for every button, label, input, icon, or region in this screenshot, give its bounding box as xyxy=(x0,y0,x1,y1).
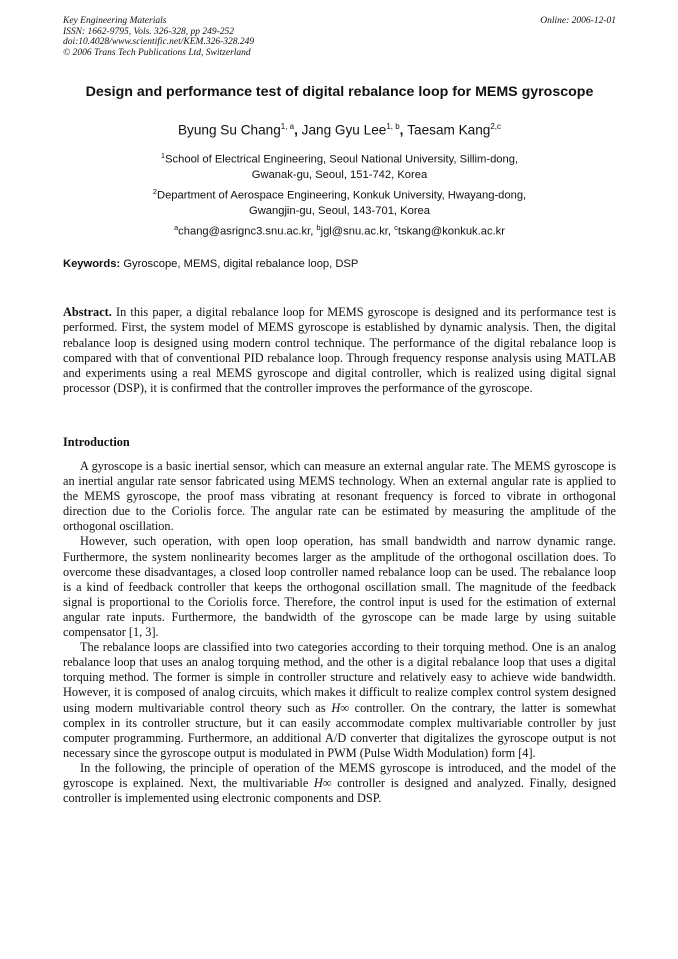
author-name: Taesam Kang xyxy=(407,122,491,138)
journal-name: Key Engineering Materials xyxy=(63,16,167,26)
affiliation-line: Department of Aerospace Engineering, Konkuk University, Hwayang-dong, xyxy=(156,189,527,202)
doi-line: doi:10.4028/www.scientific.net/KEM.326-328.249 xyxy=(63,37,255,48)
introduction-body xyxy=(63,459,616,806)
email-link[interactable]: jgl@snu.ac.kr xyxy=(320,225,388,238)
intro-text: controller. On the contrary, the latter is somewhat complex in its controller structure, but it can easily accommodate complex multivariable controller by just computer programming. Furthermore, an additional A/D converter that digitalizes the gyroscope output is not necessary since the gyroscope output is modulated in PWM (Pulse Width Modulation) form [4]. xyxy=(63,700,616,760)
email-link[interactable]: chang@asrignc3.snu.ac.kr xyxy=(178,225,311,238)
affiliation-line: School of Electrical Engineering, Seoul National University, Sillim-dong, xyxy=(165,153,519,166)
author-sup: 2,c xyxy=(490,122,502,131)
keywords-text: Gyroscope, MEMS, digital rebalance loop, DSP xyxy=(123,258,359,270)
email-sup: c xyxy=(394,223,398,232)
author-list: Byung Su Chang$^{1, a}$, Jang Gyu Lee$^{1, b}$, Taesam Kang$^{2,c}$ xyxy=(177,122,502,138)
affiliation-1 xyxy=(63,148,616,184)
affiliation-2 xyxy=(63,184,616,220)
journal-header xyxy=(63,16,616,58)
abstract xyxy=(63,305,616,397)
intro-text: The rebalance loops are classified into two categories according to their torquing method. One is an analog rebalance loop that uses an analog torquing method, and the other is a digital rebalance loop that uses a digital torquing method. The former is simple in controller structure and relatively easy to achieve wide bandwidth. However, it is composed of analog circuits, which makes it difficult to realize complex control system designed using modern multivariable control theory such as xyxy=(63,640,616,715)
intro-paragraph-2: However, such operation, with open loop operation, has small bandwidth and narrow dynamic range. Furthermore, the system nonlinearity becomes larger as the amplitude of the orthogonal oscillation does. To overcome these disadvantages, a closed loop controller named rebalance loop can be used. The rebalance loop is a kind of feedback controller that keeps the orthogonal oscillation small. The magnitude of the feedback signal is proportional to the Coriolis force. Therefore, the control input is used for the estimation of external angular rate inputs. Furthermore, the bandwidth of the gyroscope can be made large by using suitable compensator [1, 3]. xyxy=(63,534,616,640)
online-date: Online: 2006-12-01 xyxy=(540,16,616,26)
keywords-label: Keywords: xyxy=(63,258,121,270)
author-sup: 1, b xyxy=(386,122,400,131)
intro-paragraph-4 xyxy=(63,761,616,806)
author-name: Byung Su Chang xyxy=(177,122,281,138)
abstract-text: In this paper, a digital rebalance loop for MEMS gyroscope is designed and its performance test is performed. First, the system model of MEMS gyroscope is established by dynamic analysis. Then, the digital rebalance loop is designed using modern control technique. The performance of the digital rebalance loop is compared with that of conventional PID rebalance loop. Through frequency response analysis using MATLAB and experiments using a real MEMS gyroscope and digital controller, which is realized using digital signal processor (DSP), it is confirmed that the controller improves the performance of the gyroscope. xyxy=(63,305,616,396)
affiliation-line: Gwangjin-gu, Seoul, 143-701, Korea xyxy=(249,205,430,218)
intro-paragraph-3 xyxy=(63,640,616,761)
author-name: Jang Gyu Lee xyxy=(301,122,387,138)
h-infinity-symbol: H∞ xyxy=(313,775,332,790)
abstract-label: Abstract. xyxy=(63,305,112,319)
affiliation-line: Gwanak-gu, Seoul, 151-742, Korea xyxy=(251,169,428,182)
author-sup: 1, a xyxy=(280,122,295,131)
affiliation-sup: 2 xyxy=(152,187,157,196)
copyright-line: © 2006 Trans Tech Publications Ltd, Switzerland xyxy=(63,47,251,58)
issn-line: ISSN: 1662-9795, Vols. 326-328, pp 249-252 xyxy=(63,26,234,37)
email-link[interactable]: tskang@konkuk.ac.kr xyxy=(397,225,505,238)
keywords xyxy=(63,258,616,270)
email-list: $^a$chang@asrignc3.snu.ac.kr, $^b$jgl@snu.ac.kr, $^c$tskang@konkuk.ac.kr xyxy=(174,223,505,238)
intro-text: controller is designed and analyzed. Finally, designed controller is implemented using electronic components and DSP. xyxy=(63,775,617,806)
intro-paragraph-1: A gyroscope is a basic inertial sensor, which can measure an external angular rate. The MEMS gyroscope is an inertial angular rate sensor fabricated using MEMS technology. When an external angular rate is applied to the MEMS gyroscope, the proof mass vibrating at resonant frequency is forced to vibrate in orthogonal direction due to the Coriolis force. The angular rate can be estimated by measuring the amplitude of the orthogonal oscillation. xyxy=(63,459,616,534)
affiliation-sup: 1 xyxy=(160,151,166,160)
paper-title: Design and performance test of digital rebalance loop for MEMS gyroscope xyxy=(85,84,594,100)
email-sup: a xyxy=(174,223,179,232)
h-infinity-symbol: H∞ xyxy=(331,700,349,715)
intro-text: In the following, the principle of operation of the MEMS gyroscope is introduced, and the model of the gyroscope is explained. Next, the multivariable xyxy=(63,760,616,790)
email-sup: b xyxy=(316,223,321,232)
section-heading-introduction: Introduction xyxy=(63,435,130,449)
